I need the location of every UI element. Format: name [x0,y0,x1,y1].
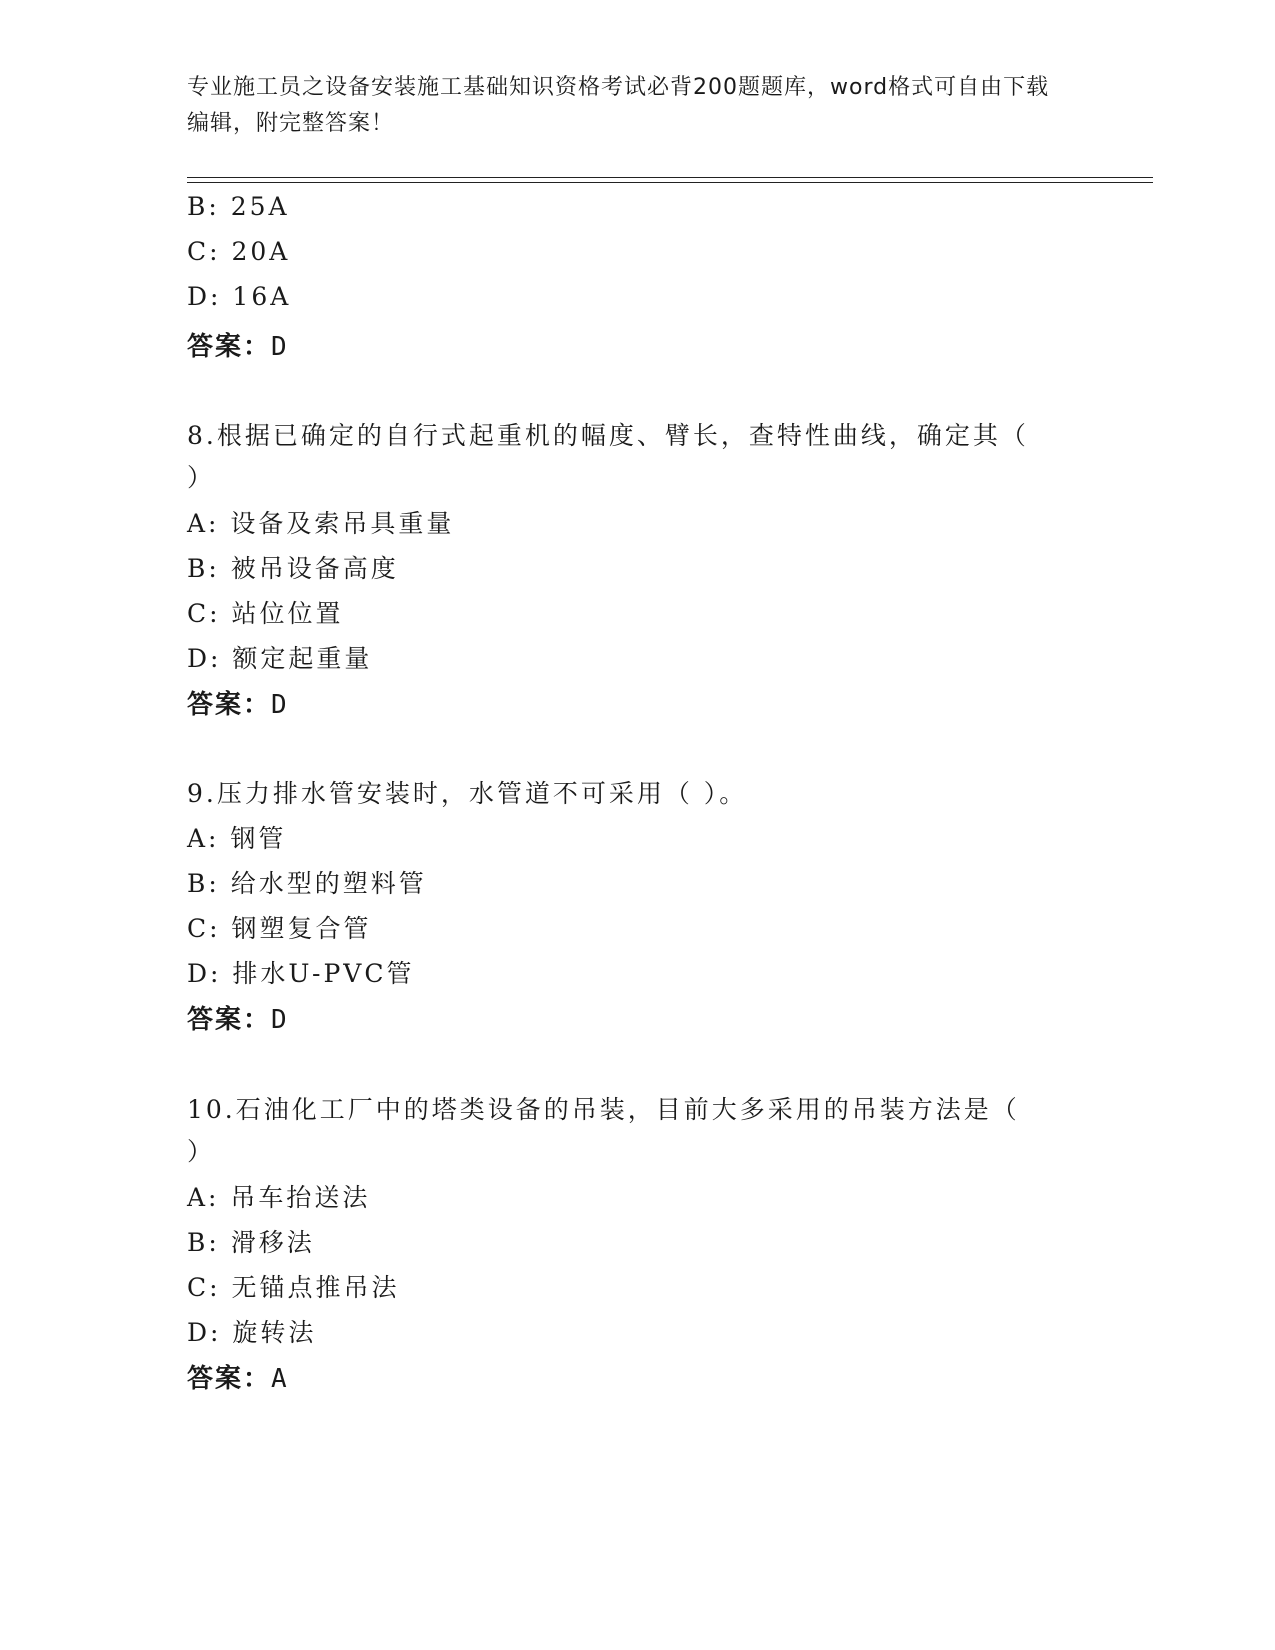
option-a: A: 吊车抬送法 [187,1183,371,1212]
option-b: B: 25A [187,192,290,221]
answer-label: 答案： [187,1005,272,1035]
option-a: A: 设备及索吊具重量 [187,509,455,538]
question-stem: 9.压力排水管安装时，水管道不可采用（ ）。 [187,779,748,808]
question-stem-continued: ） [187,1137,216,1166]
option-d: D: 排水U-PVC管 [187,959,415,988]
option-d: D: 额定起重量 [187,644,373,673]
answer-line [187,326,289,363]
option-a: A: 钢管 [187,824,287,853]
document-header: 专业施工员之设备安装施工基础知识资格考试必背200题题库，word格式可自由下载编辑，附完整答案！ [187,75,1050,136]
option-b: B: 滑移法 [187,1228,315,1257]
question-stem-continued: ） [187,463,216,492]
option-b: B: 被吊设备高度 [187,554,399,583]
answer-label: 答案： [187,690,272,720]
option-b: B: 给水型的塑料管 [187,869,427,898]
option-d: D: 16A [187,282,292,311]
question-stem: 8.根据已确定的自行式起重机的幅度、臂长，查特性曲线，确定其（ [187,421,1029,450]
answer-value: D [271,1005,289,1035]
answer-line [187,1358,289,1395]
option-c: C: 钢塑复合管 [187,914,372,943]
answer-line [187,999,289,1036]
answer-label: 答案： [187,332,272,362]
answer-value: D [271,690,289,720]
option-c: C: 无锚点推吊法 [187,1273,400,1302]
option-c: C: 20A [187,237,291,266]
question-stem: 10.石油化工厂中的塔类设备的吊装，目前大多采用的吊装方法是（ [187,1095,1020,1124]
answer-label: 答案： [187,1364,272,1394]
header-divider-top [187,177,1153,178]
header-divider-bottom [187,182,1153,183]
answer-value: D [271,332,289,362]
answer-line [187,684,289,721]
answer-value: A [271,1364,289,1394]
option-d: D: 旋转法 [187,1318,317,1347]
option-c: C: 站位位置 [187,599,344,628]
